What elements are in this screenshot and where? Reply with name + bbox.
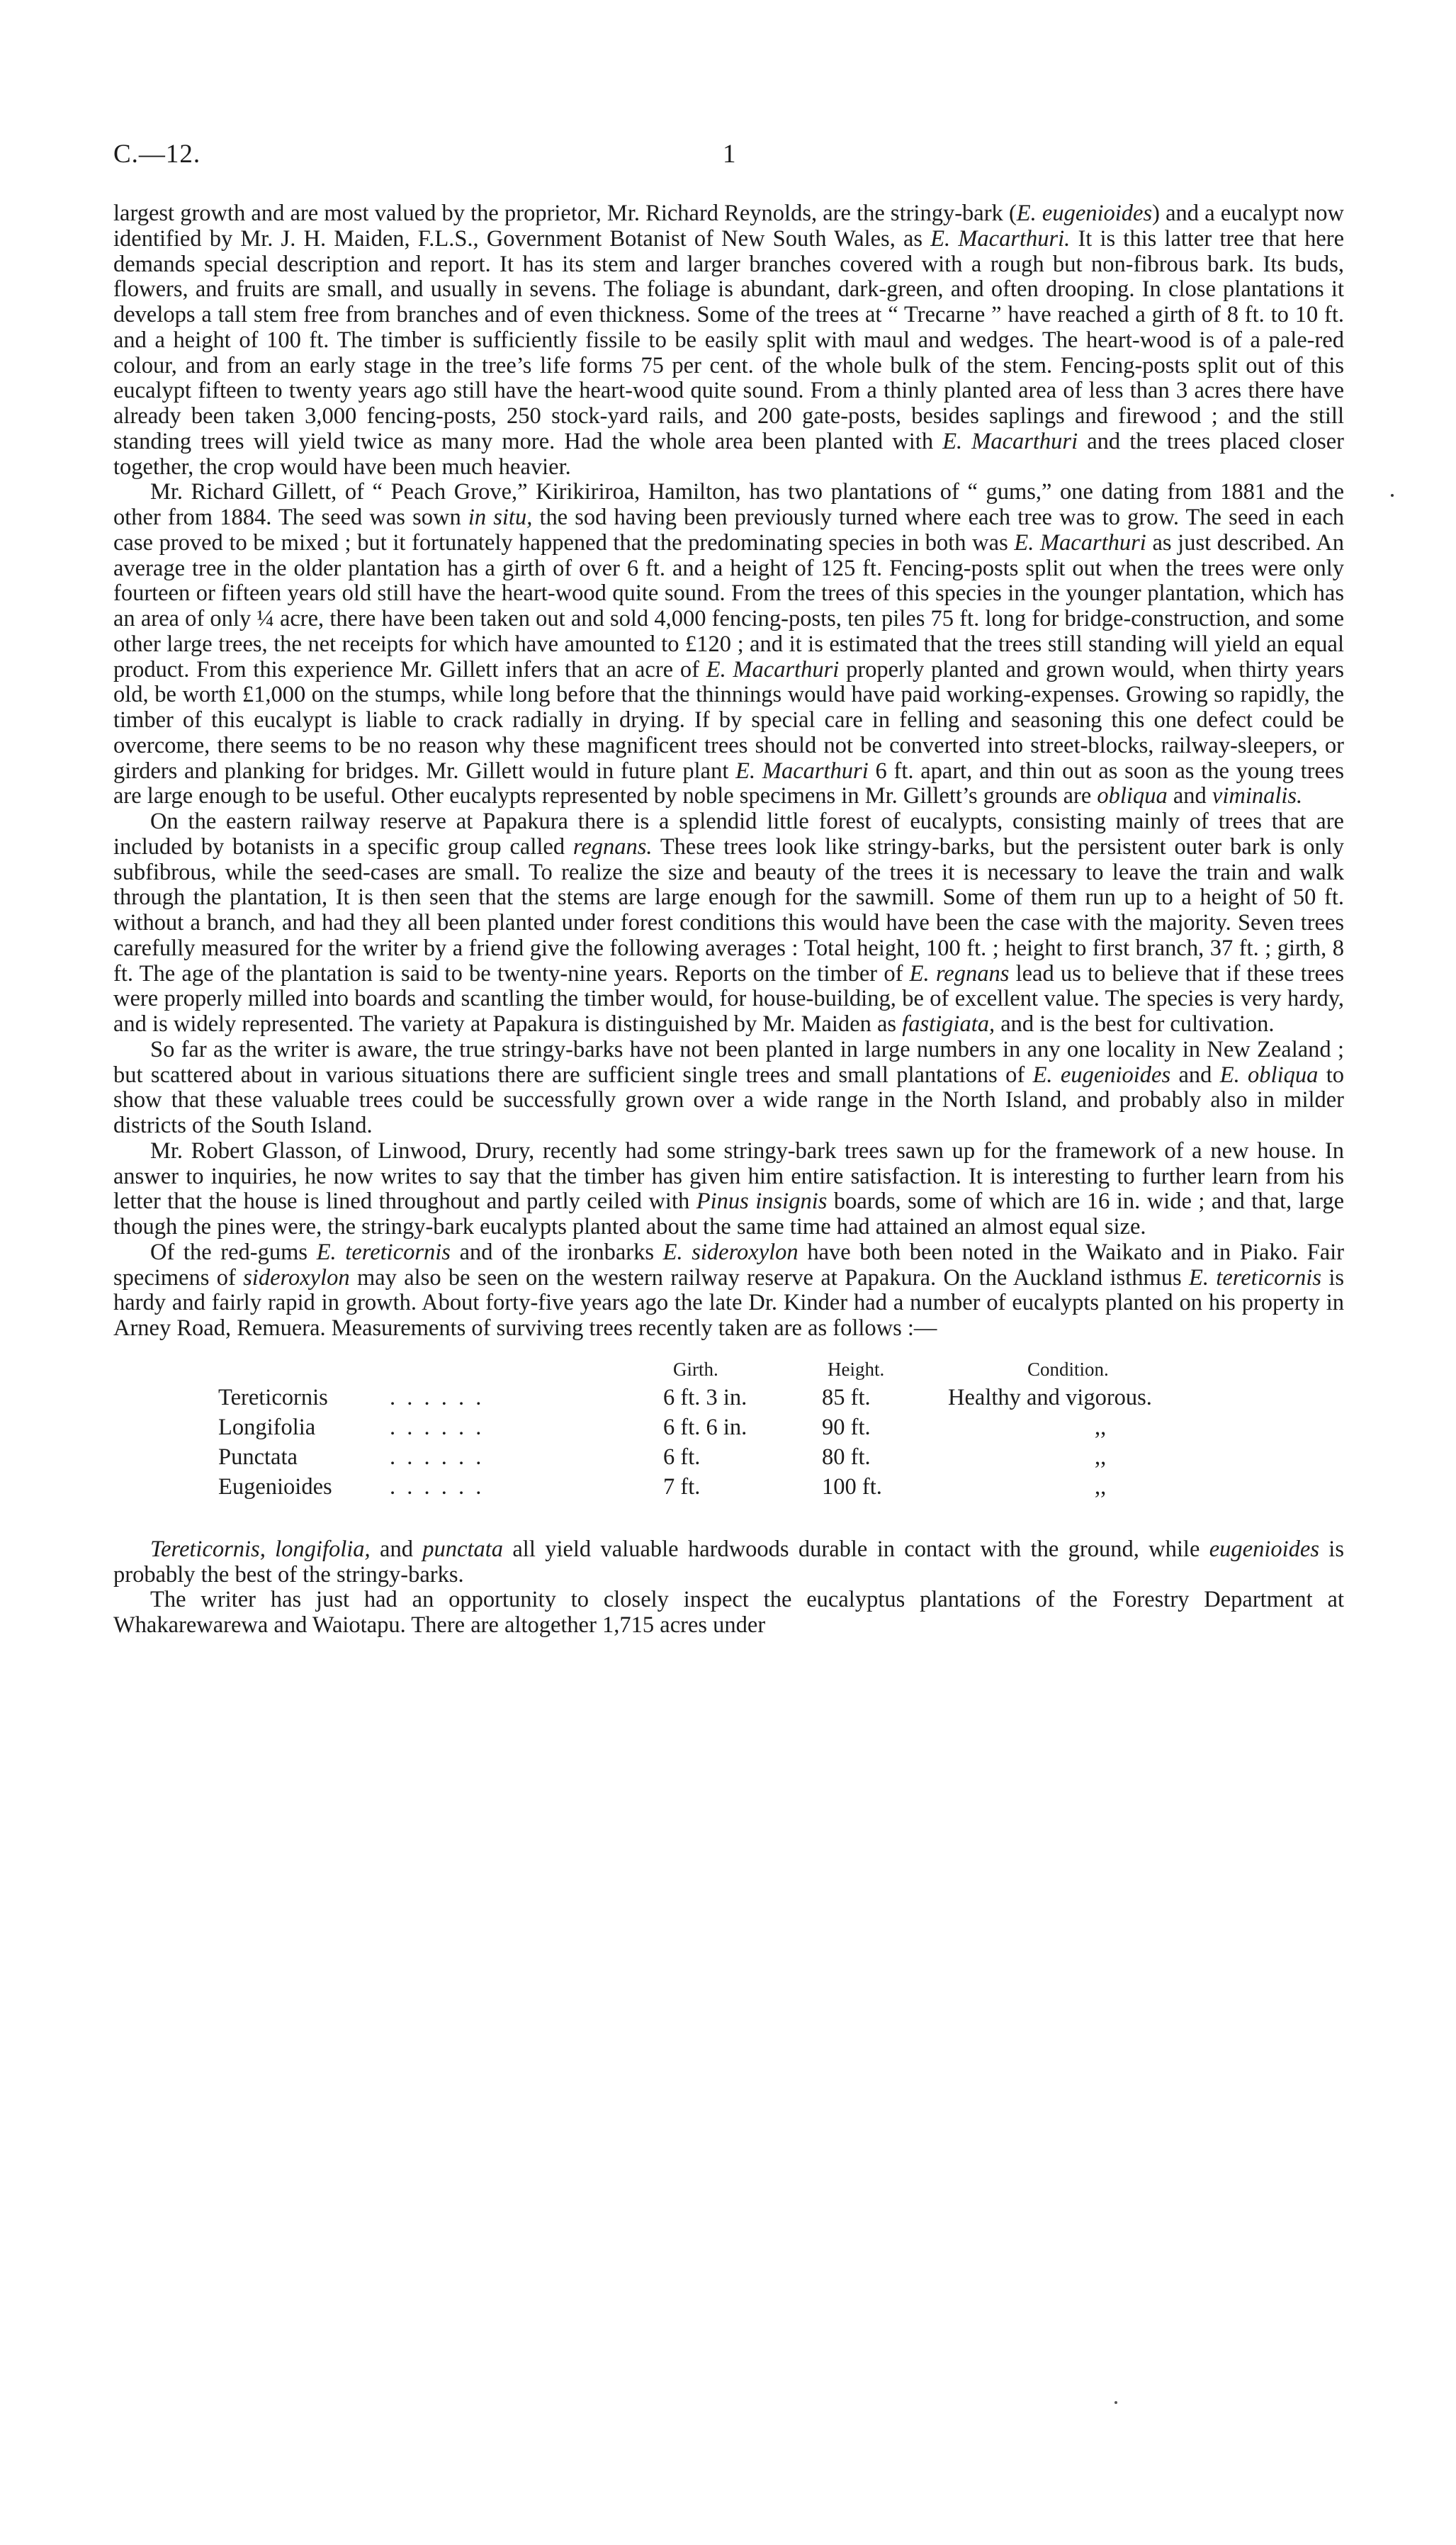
text-run: have both been noted in the Waikato and in Piako. Fair specimens of — [113, 1239, 1345, 1291]
margin-speck — [1114, 2401, 1117, 2404]
italic-text-run: E. regnans — [909, 960, 1010, 987]
text-run: to show that these valuable trees could be successfully grown over a wide range in the North Island, and probably also in milder districts of the South Island. — [113, 1062, 1344, 1138]
text-run: all yield valuable hardwoods durable in contact with the ground, while — [503, 1536, 1209, 1562]
text-run: It is this latter tree that here demands special description and report. It has its stem and larger branches covered with a rough but non-fibrous bark. Its buds, flowers, and fruits are small, and usually in sevens. The foliage is abundant, dark-green, and often drooping. In close plantations it develops a tall stem free from branches and of even thickness. Some of the trees at “ Trecarne ” have reached a girth of 8 ft. to 10 ft. and a height of 100 ft. The timber is sufficiently fissile to be easily split with maul and wedges. The heart-wood is of a pale-red colour, and from an early stage in the tree’s life forms 75 per cent. of the whole bulk of the stem. Fencing-posts split out of this eucalypt fifteen to twenty years ago still have the heart-wood quite sound. From a thinly planted area of less than 3 acres there have already been taken 3,000 fencing-posts, 250 stock-yard rails, and 200 gate-posts, besides saplings and firewood ; and the still standing trees will yield twice as many more. Had the whole area been planted with — [113, 225, 1344, 454]
column-header-height: Height. — [828, 1358, 885, 1380]
italic-text-run: fastigiata, — [902, 1011, 995, 1037]
table-cell-condition: ,, — [1095, 1473, 1107, 1500]
paragraph — [113, 1588, 1344, 1639]
text-run: The writer has just had an opportunity to closely inspect the eucalyptus plantations of the Forestry Department at Whakarewarewa and Waiotapu. There are altogether 1,715 acres under — [113, 1587, 1344, 1638]
measurements-table — [113, 1354, 1344, 1519]
paragraph — [113, 1139, 1344, 1240]
paragraphs-before-table — [113, 201, 1344, 1342]
table-cell-height: 90 ft. — [822, 1414, 871, 1440]
italic-text-run: Pinus insignis — [696, 1189, 828, 1215]
italic-text-run: E. Macarthuri — [735, 758, 869, 784]
italic-text-run: Tereticornis, longifolia, — [150, 1536, 371, 1562]
text-run: the sod having been previously turned where each tree was to grow. The seed in each case proved to be mixed ; but it fortunately happened that the predominating species in both was — [113, 505, 1344, 556]
table-cell-name: Punctata — [218, 1444, 298, 1470]
table-cell-leader: . . . . . . — [390, 1473, 485, 1500]
text-run: ) and a eucalypt now identified by Mr. J. H. Maiden, F.L.S., Government Botanist of New South Wales, as — [113, 201, 1344, 252]
italic-text-run: in situ, — [468, 505, 533, 530]
text-run: Mr. Richard Gillett, of “ Peach Grove,” Kirikiriroa, Hamilton, has two plantations of “ gums,” one dating from 1881 and the other from 1884. The seed was sown — [113, 479, 1344, 530]
table-cell-height: 80 ft. — [822, 1444, 871, 1470]
table-cell-height: 85 ft. — [822, 1384, 871, 1410]
italic-text-run: sideroxylon — [243, 1264, 350, 1291]
italic-text-run: E. Macarthuri — [706, 656, 840, 682]
document-reference: C.—12. — [113, 140, 201, 169]
text-run: Of the red-gums — [150, 1239, 317, 1265]
text-run: properly planted and grown would, when thirty years old, be worth £1,000 on the stumps, while long before that the thinnings would have paid working-expenses. Growing so rapidly, the timber of this eucalypt is liable to crack radially in drying. If by special care in felling and seasoning this one defect could be overcome, there seems to be no reason why these magnificent trees should not be converted into street-blocks, railway-sleepers, or girders and planking for bridges. Mr. Gillett would in future plant — [113, 656, 1345, 784]
text-run: and — [370, 1536, 423, 1562]
table-cell-name: Longifolia — [218, 1414, 316, 1440]
italic-text-run: E. eugenioides — [1016, 201, 1153, 226]
italic-text-run: viminalis. — [1212, 783, 1303, 809]
text-run: and of the ironbarks — [450, 1239, 663, 1265]
table-cell-girth: 6 ft. 3 in. — [663, 1384, 747, 1410]
table-cell-leader: . . . . . . — [390, 1444, 485, 1470]
table-cell-condition: ,, — [1095, 1414, 1107, 1440]
body-text — [113, 201, 1344, 1639]
text-run: as just described. An average tree in the older plantation has a girth of over 6 ft. and a height of 125 ft. Fencing-posts split out when the trees were only fourteen or fifteen years old still have the heart-wood quite sound. From the trees of this species in the younger plantation, which has an area of only ¼ acre, there have been taken out and sold 4,000 fencing-posts, ten piles 75 ft. long for bridge-construction, and some other large trees, the net receipts for which have amounted to £120 ; and it is estimated that the trees still standing will yield an equal product. From this experience Mr. Gillett infers that an acre of — [113, 529, 1344, 682]
text-run: 6 ft. apart, and thin out as soon as the young trees are large enough to be useful. Other eucalypts represented by noble specimens in Mr. Gillett’s grounds are — [113, 758, 1344, 809]
text-run: Mr. Robert Glasson, of Linwood, Drury, recently had some stringy-bark trees sawn up for the framework of a new house. In answer to inquiries, he now writes to say that the timber has given him entire satisfaction. It is interesting to further learn from his letter that the house is lined throughout and partly ceiled with — [113, 1137, 1344, 1215]
italic-text-run: punctata — [422, 1536, 504, 1562]
italic-text-run: E. obliqua — [1219, 1062, 1319, 1088]
page-number: 1 — [723, 140, 736, 169]
table-cell-girth: 6 ft. — [663, 1444, 701, 1470]
table-cell-height: 100 ft. — [822, 1473, 882, 1500]
column-header-girth: Girth. — [673, 1358, 718, 1380]
italic-text-run: E. Macarthuri. — [930, 225, 1071, 252]
paragraphs-after-table — [113, 1537, 1344, 1639]
text-run: and the trees placed closer together, the crop would have been much heavier. — [113, 428, 1344, 480]
italic-text-run: E. Macarthuri — [942, 428, 1078, 454]
paragraph — [113, 1038, 1344, 1139]
text-run: may also be seen on the western railway reserve at Papakura. On the Auckland isthmus — [349, 1264, 1190, 1291]
table-cell-leader: . . . . . . — [390, 1384, 485, 1410]
italic-text-run: E. tereticornis — [1189, 1264, 1321, 1291]
table-cell-name: Eugenioides — [218, 1473, 332, 1500]
table-cell-condition: ,, — [1095, 1444, 1107, 1470]
text-run: and is the best for cultivation. — [995, 1011, 1275, 1037]
italic-text-run: obliqua — [1097, 783, 1168, 809]
text-run: largest growth and are most valued by the proprietor, Mr. Richard Reynolds, are the stringy-bark ( — [113, 201, 1017, 226]
text-run: lead us to believe that if these trees were properly milled into boards and scantling the timber would, for house-building, be of excellent value. The species is very hardy, and is widely represented. The variety at Papakura is distinguished by Mr. Maiden as — [113, 960, 1344, 1037]
italic-text-run: E. sideroxylon — [662, 1239, 798, 1265]
italic-text-run: E. eugenioides — [1032, 1062, 1171, 1088]
paragraph — [113, 201, 1344, 480]
text-run: On the eastern railway reserve at Papakura there is a splendid little forest of eucalypts, consisting mainly of trees that are included by botanists in a specific group called — [113, 809, 1344, 860]
italic-text-run: E. Macarthuri — [1014, 529, 1146, 556]
italic-text-run: E. tereticornis — [316, 1239, 451, 1265]
table-cell-leader: . . . . . . — [390, 1414, 485, 1440]
table-cell-girth: 7 ft. — [663, 1473, 701, 1500]
paragraph — [113, 480, 1344, 809]
table-cell-girth: 6 ft. 6 in. — [663, 1414, 747, 1440]
table-cell-condition: Healthy and vigorous. — [948, 1384, 1152, 1410]
text-run: boards, some of which are 16 in. wide ; and that, large though the pines were, the stringy-bark eucalypts planted about the same time had attained an almost equal size. — [113, 1189, 1344, 1240]
italic-text-run: eugenioides — [1209, 1536, 1319, 1562]
paragraph — [113, 1240, 1344, 1342]
text-run: is probably the best of the stringy-barks. — [113, 1536, 1344, 1588]
page-header — [113, 139, 1346, 181]
margin-speck — [1391, 494, 1394, 497]
text-run: is hardy and fairly rapid in growth. About forty-five years ago the late Dr. Kinder had a number of eucalypts planted on his property in Arney Road, Remuera. Measurements of surviving trees recently taken are as follows :— — [113, 1264, 1344, 1341]
text-run: These trees look like stringy-barks, but the persistent outer bark is only subfibrous, while the seed-cases are small. To realize the size and beauty of the trees it is necessary to leave the train and walk through the plantation, It is then seen that the stems are large enough for the sawmill. Some of them run up to a height of 50 ft. without a branch, and had they all been planted under forest conditions this would have been the case with the majority. Seven trees carefully measured for the writer by a friend give the following averages : Total height, 100 ft. ; height to first branch, 37 ft. ; girth, 8 ft. The age of the plantation is said to be twenty-nine years. Reports on the timber of — [113, 833, 1344, 987]
text-run: So far as the writer is aware, the true stringy-barks have not been planted in large numbers in any one locality in New Zealand ; but scattered about in various situations there are sufficient single trees and small plantations of — [113, 1036, 1344, 1088]
column-header-condition: Condition. — [1027, 1358, 1109, 1380]
text-run: and — [1167, 783, 1212, 809]
paragraph — [113, 809, 1344, 1038]
text-run: and — [1170, 1062, 1220, 1088]
table-cell-name: Tereticornis — [218, 1384, 328, 1410]
italic-text-run: regnans. — [572, 833, 653, 860]
paragraph — [113, 1537, 1344, 1588]
